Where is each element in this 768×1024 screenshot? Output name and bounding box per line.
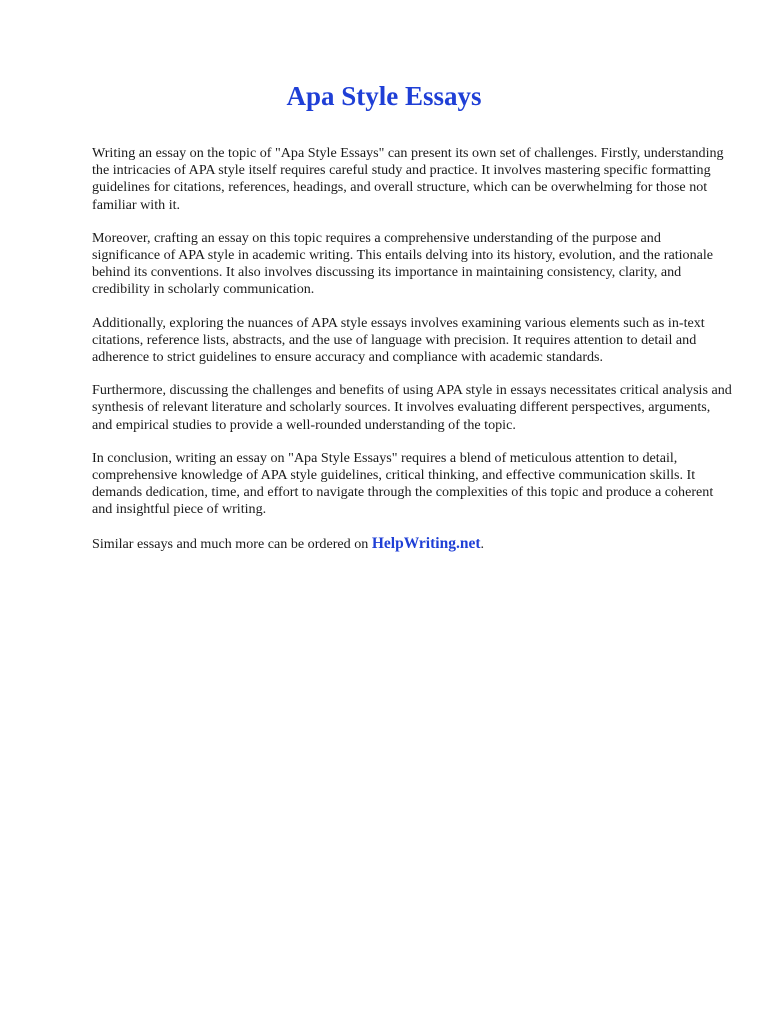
footer-period: . [480,535,485,552]
paragraph-4: Furthermore, discussing the challenges and benefits of using APA style in essays necessitates critical analysis and synthesis of relevant literature and scholarly sources. It involves evaluating different perspectives, arguments, and empirical studies to provide a well-rounded understanding of the topic. [92,382,732,433]
paragraph-1: Writing an essay on the topic of "Apa Style Essays" can present its own set of challenges. Firstly, understanding the intricacies of APA style itself requires careful study and practice. It involves mastering specific formatting guidelines for citations, references, headings, and overall structure, which can be overwhelming for those not familiar with it. [92,145,724,213]
footer-text: Similar essays and much more can be ordered on [92,535,372,552]
document-body [92,145,732,553]
paragraph-2: Moreover, crafting an essay on this topic requires a comprehensive understanding of the purpose and significance of APA style in academic writing. This entails delving into its history, evolution, and the rationale behind its conventions. It also involves discussing its importance in maintaining consistency, clarity, and credibility in scholarly communication. [92,229,714,298]
helpwriting-link[interactable]: HelpWriting.net [371,534,481,552]
footer-line [92,535,732,553]
paragraph-5: In conclusion, writing an essay on "Apa Style Essays" requires a blend of meticulous attention to detail, comprehensive knowledge of APA style guidelines, critical thinking, and effective communication skills. It demands dedication, time, and effort to navigate through the complexities of this topic and produce a coherent and insightful piece of writing. [92,449,714,518]
page-title: Apa Style Essays [286,81,482,111]
paragraph-3: Additionally, exploring the nuances of APA style essays involves examining various elements such as in-text citations, reference lists, abstracts, and the use of language with precision. It requires attention to detail and adherence to strict guidelines to ensure accuracy and compliance with academic standards. [92,314,705,366]
